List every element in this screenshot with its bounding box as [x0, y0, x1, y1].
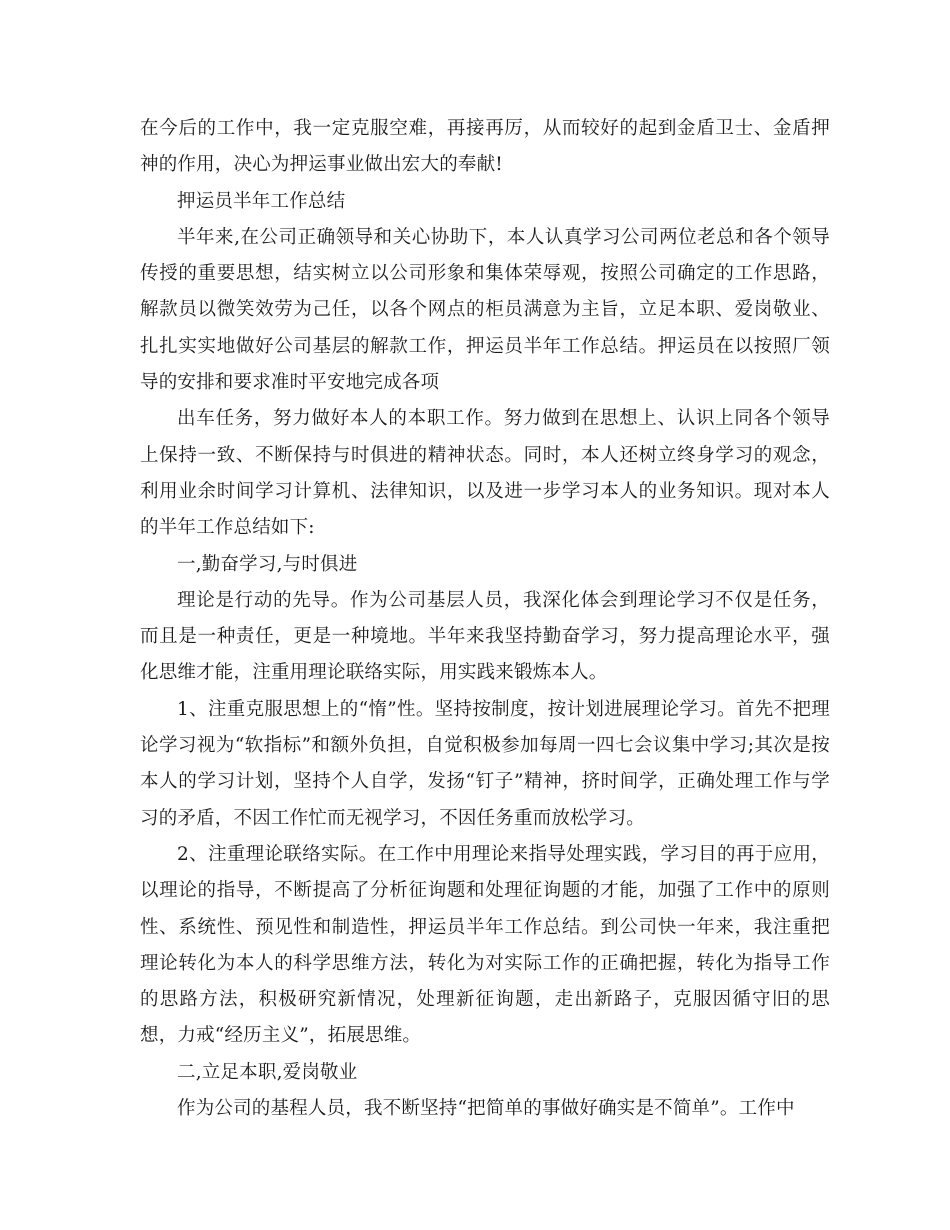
paragraph: 半年来,在公司正确领导和关心协助下，本人认真学习公司两位老总和各个领导传授的重要思想，结实树立以公司形象和集体荣辱观，按照公司确定的工作思路，解款员以微笑效劳为己任，以各个网点的柜员满意为主旨，立足本职、爱岗敬业、扎扎实实地做好公司基层的解款工作，押运员半年工作总结。押运员在以按照厂领导的安排和要求准时平安地完成各项 — [140, 226, 830, 394]
paragraph: 1、注重克服思想上的“惰”性。坚持按制度，按计划进展理论学习。首先不把理论学习视为“软指标”和额外负担，自觉积极参加每周一四七会议集中学习;其次是按本人的学习计划，坚持个人自学，发扬“钉子”精神，挤时间学，正确处理工作与学习的矛盾，不因工作忙而无视学习，不因任务重而放松学习。 — [140, 698, 830, 829]
section-heading: 一,勤奋学习,与时俱进 — [177, 553, 358, 575]
document-title: 押运员半年工作总结 — [177, 190, 346, 212]
paragraph: 理论是行动的先导。作为公司基层人员，我深化体会到理论学习不仅是任务，而且是一种责任，更是一种境地。半年来我坚持勤奋学习，努力提高理论水平，强化思维才能，注重用理论联络实际，用实践来锻炼本人。 — [140, 589, 830, 684]
section-heading: 二,立足本职,爱岗敬业 — [177, 1061, 358, 1083]
paragraph-continuation: 在今后的工作中，我一定克服空难，再接再厉，从而较好的起到金盾卫士、金盾押神的作用，决心为押运事业做出宏大的奉献! — [140, 118, 830, 176]
document-body — [140, 111, 830, 1127]
paragraph: 作为公司的基程人员，我不断坚持“把简单的事做好确实是不简单”。工作中 — [177, 1098, 795, 1120]
paragraph: 2、注重理论联络实际。在工作中用理论来指导处理实践，学习目的再于应用，以理论的指导，不断提高了分析征询题和处理征询题的才能，加强了工作中的原则性、系统性、预见性和制造性，押运员半年工作总结。到公司快一年来，我注重把理论转化为本人的科学思维方法，转化为对实际工作的正确把握，转化为指导工作的思路方法，积极研究新情况，处理新征询题，走出新路子，克服因循守旧的思想，力戒“经历主义”，拓展思维。 — [140, 843, 830, 1047]
paragraph: 出车任务，努力做好本人的本职工作。努力做到在思想上、认识上同各个领导上保持一致、不断保持与时俱进的精神状态。同时，本人还树立终身学习的观念，利用业余时间学习计算机、法律知识，以及进一步学习本人的业务知识。现对本人的半年工作总结如下: — [140, 408, 830, 539]
